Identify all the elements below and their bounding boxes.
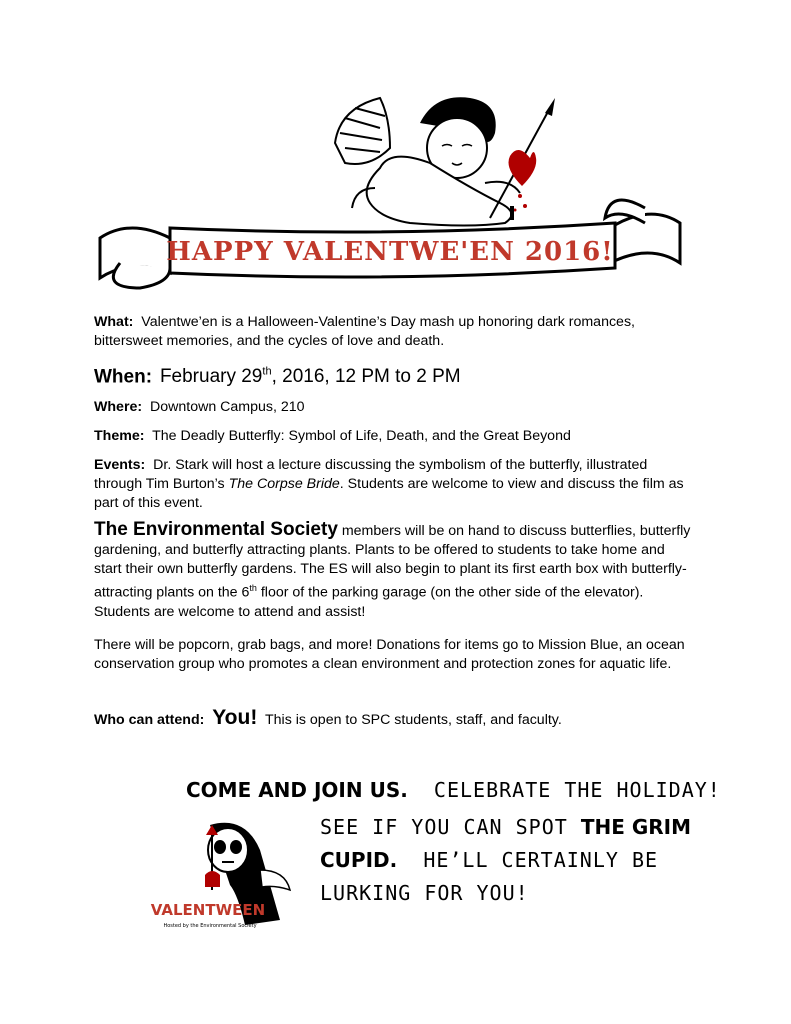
events-text-b: . Students are welcome to view and discuss the film as part of this event.: [94, 476, 684, 511]
env-section: [94, 520, 694, 622]
callout-line-2: SEE IF YOU CAN SPOT THE GRIM: [320, 815, 691, 839]
what-section: [94, 313, 694, 351]
env-text-a: members will be on hand to discuss butterflies, butterfly gardening, and butterfly attracting plants. Plants to be offered to students to take home and start their own butterfly gardens. The ES will also begin to plant its first earth box with butterfly-attracting plants on the 6: [94, 523, 691, 601]
what-text: Valentwe’en is a Halloween-Valentine’s Day mash up honoring dark romances, bittersweet memories, and the cycles of love and death.: [94, 314, 635, 349]
theme-text: The Deadly Butterfly: Symbol of Life, Death, and the Great Beyond: [152, 428, 571, 444]
callout-line-1: COME AND JOIN US. CELEBRATE THE HOLIDAY!: [186, 778, 721, 802]
attend-text: This is open to SPC students, staff, and faculty.: [264, 712, 562, 728]
env-sup: th: [249, 583, 257, 593]
bleeding-heart-icon: [490, 98, 555, 220]
donations-text: There will be popcorn, grab bags, and more! Donations for items go to Mission Blue, an ocean conservation group who promotes a clean environment and protection zones for aquatic life.: [94, 637, 685, 672]
when-section: [94, 363, 694, 388]
valentween-banner: [90, 88, 690, 298]
where-text: Downtown Campus, 210: [149, 399, 305, 415]
callout-line-3: CUPID. HE’LL CERTAINLY BE: [320, 848, 659, 872]
when-date: February 29th, 2016, 12 PM to 2 PM: [159, 366, 461, 388]
grim-cupid-logo: [150, 815, 300, 935]
events-label: Events:: [94, 457, 146, 473]
logo-tagline: Hosted by the Environmental Society: [163, 923, 257, 929]
attend-label: Who can attend:: [94, 712, 205, 728]
film-title: The Corpse Bride: [228, 476, 340, 492]
env-text-b: floor of the parking garage (on the other side of the elevator). Students are welcome to attend and assist!: [94, 584, 644, 620]
banner-text: HAPPY VALENTWE'EN 2016!: [166, 237, 614, 267]
cupid-wing-icon: [335, 98, 390, 164]
where-section: [94, 398, 694, 417]
env-heading: The Environmental Society: [94, 519, 338, 540]
callout-line-4: LURKING FOR YOU!: [320, 881, 529, 905]
attend-section: [94, 708, 694, 730]
events-text-a: Dr. Stark will host a lecture discussing the symbolism of the butterfly, illustrated through Tim Burton’s: [94, 457, 648, 492]
where-label: Where:: [94, 399, 143, 415]
theme-section: [94, 427, 694, 446]
attend-you: You!: [212, 706, 258, 729]
when-label: When:: [94, 366, 153, 388]
what-label: What:: [94, 314, 134, 330]
theme-label: Theme:: [94, 428, 145, 444]
donations-section: [94, 636, 694, 674]
logo-word: VALENTWEEN: [150, 901, 266, 919]
events-section: [94, 456, 694, 513]
